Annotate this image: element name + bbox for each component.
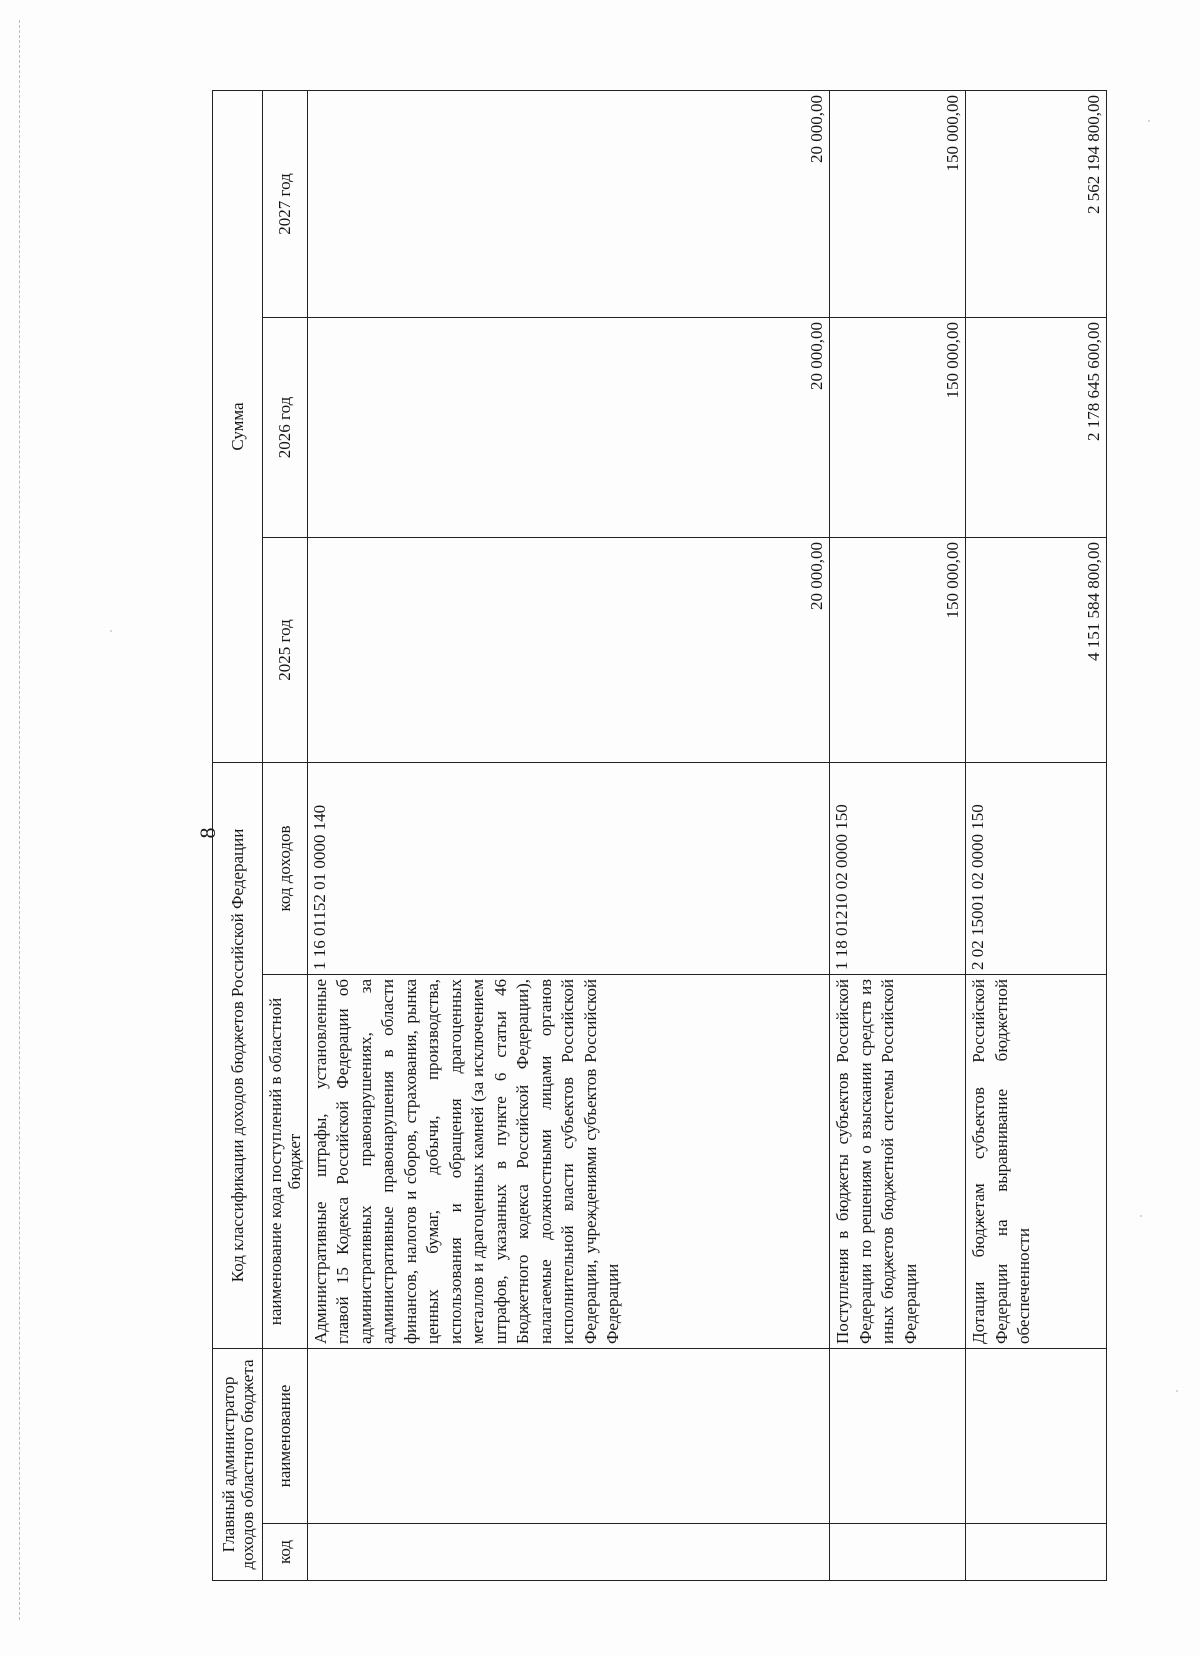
table-row [966, 90, 1107, 1580]
cell-income-code: 2 02 15001 02 0000 150 [966, 762, 1107, 974]
cell-sum-2026: 2 178 645 600,00 [966, 317, 1107, 537]
cell-sum-2026: 150 000,00 [830, 317, 966, 537]
header-row-1 [213, 90, 263, 1580]
page-number: 8 [195, 827, 220, 839]
cell-sum-2027: 150 000,00 [830, 90, 966, 317]
header-admin-code: код [263, 1524, 307, 1581]
scan-speck [1148, 120, 1150, 122]
cell-sum-2027: 20 000,00 [307, 90, 830, 317]
header-income-name: наименование кода поступлений в областной бюджет [263, 975, 307, 1349]
header-classification-group: Код классификации доходов бюджетов Российской Федерации [213, 762, 263, 1348]
scan-speck [1176, 1390, 1178, 1392]
cell-admin-name [830, 1349, 966, 1524]
header-admin-group: Главный администратор доходов областного бюджета [213, 1349, 263, 1581]
cell-income-name: Дотации бюджетам субъектов Российской Федерации на выравнивание бюджетной обеспеченности [966, 975, 1107, 1349]
cell-sum-2027: 2 562 194 800,00 [966, 90, 1107, 317]
table-row [830, 90, 966, 1580]
scan-edge-line [19, 20, 20, 1620]
header-income-code: код доходов [263, 762, 307, 974]
cell-admin-name [307, 1349, 830, 1524]
header-year-2026: 2026 год [263, 317, 307, 537]
cell-income-code: 1 16 01152 01 0000 140 [307, 762, 830, 974]
cell-admin-code [830, 1524, 966, 1581]
table-row [307, 90, 830, 1580]
scan-speck [1140, 1215, 1142, 1217]
table-frame [212, 91, 1107, 1581]
cell-admin-code [966, 1524, 1107, 1581]
scan-speck [110, 630, 112, 632]
cell-sum-2026: 20 000,00 [307, 317, 830, 537]
cell-income-code: 1 18 01210 02 0000 150 [830, 762, 966, 974]
cell-admin-name [966, 1349, 1107, 1524]
income-classification-table [212, 90, 1107, 1581]
cell-admin-code [307, 1524, 830, 1581]
header-year-2027: 2027 год [263, 90, 307, 317]
header-year-2025: 2025 год [263, 537, 307, 762]
cell-sum-2025: 20 000,00 [307, 537, 830, 762]
cell-income-name: Административные штрафы, установленные главой 15 Кодекса Российской Федерации об административных правонарушениях, за административные правонарушения в области финансов, налогов и сборов, страхования, рынка ценных бумаг, добычи, производства, использования и обращения драгоценных металлов и драгоценных камней (за исключением штрафов, указанных в пункте 6 статьи 46 Бюджетного кодекса Российской Федерации), налагаемые должностными лицами органов исполнительной власти субъектов Российской Федерации, учреждениями субъектов Российской Федерации [307, 975, 830, 1349]
header-admin-name: наименование [263, 1349, 307, 1524]
cell-sum-2025: 150 000,00 [830, 537, 966, 762]
rotated-table-wrapper [212, 91, 1107, 1581]
header-row-2 [263, 90, 307, 1580]
cell-sum-2025: 4 151 584 800,00 [966, 537, 1107, 762]
cell-income-name: Поступления в бюджеты субъектов Российской Федерации по решениям о взыскании средств из иных бюджетов бюджетной системы Российской Федерации [830, 975, 966, 1349]
header-sum-group: Сумма [213, 90, 263, 762]
